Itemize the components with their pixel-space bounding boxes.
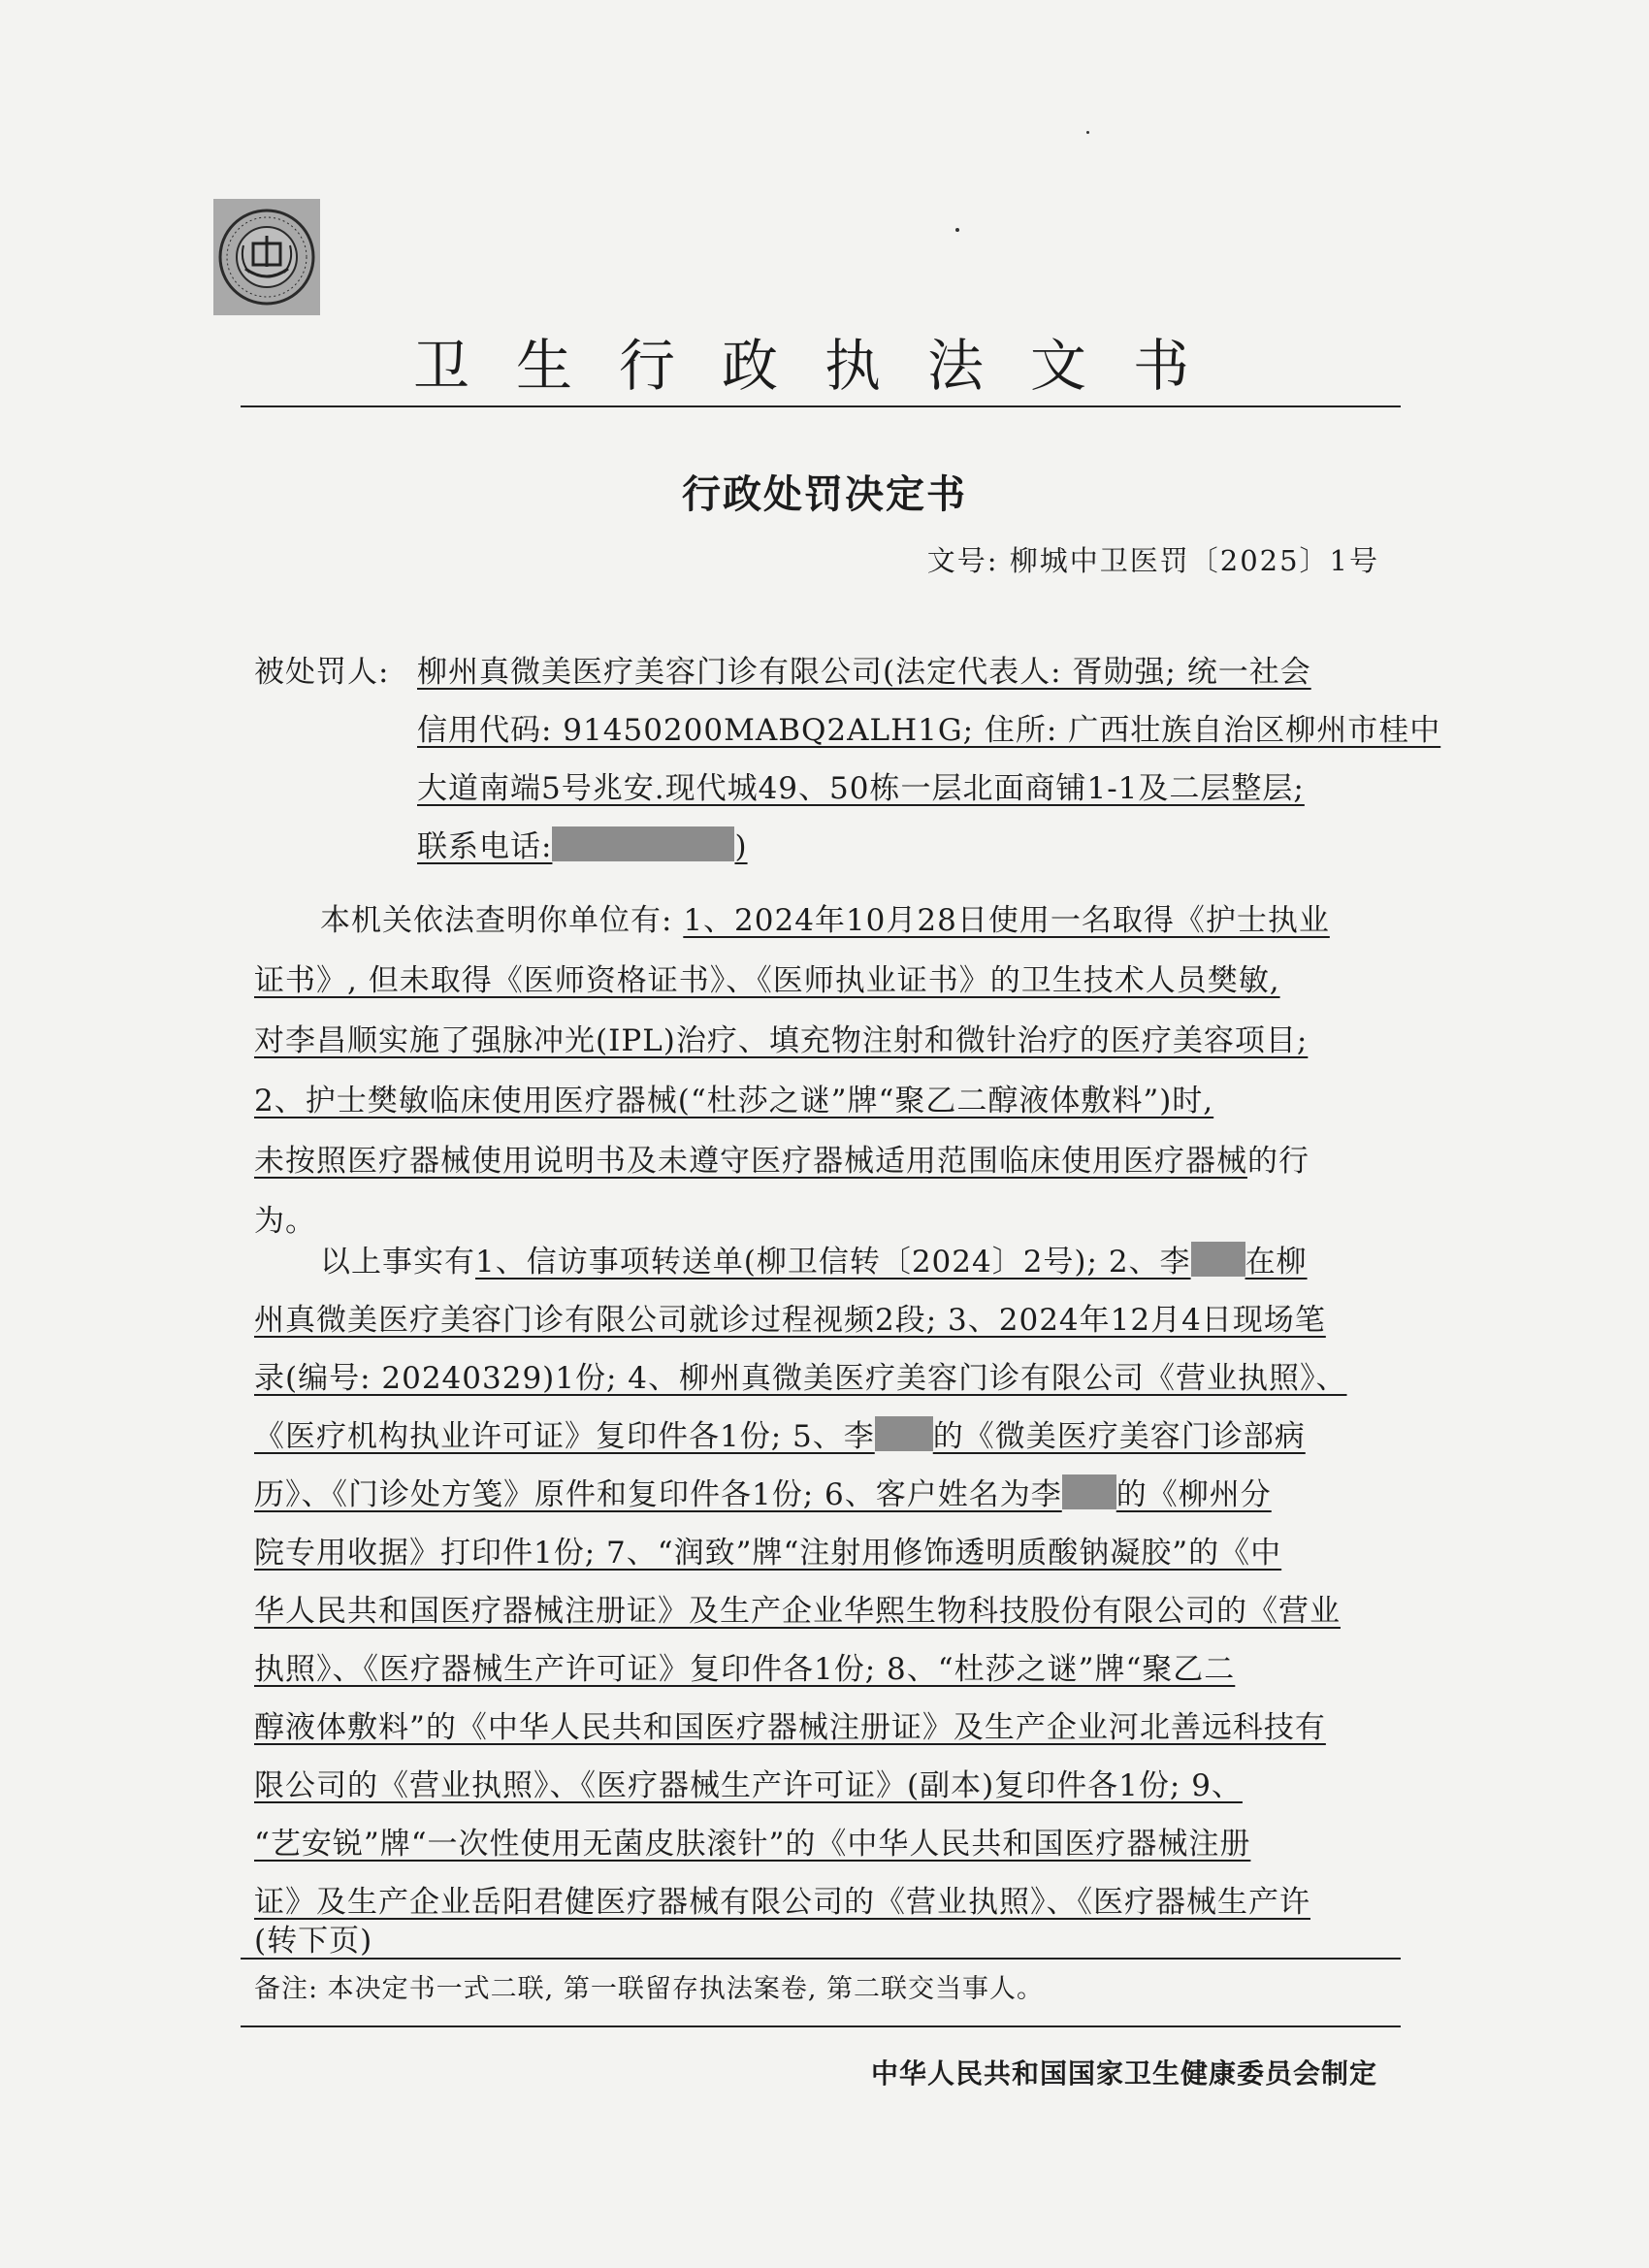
document-type-heading: 卫生行政执法文书 xyxy=(412,333,1236,399)
evidence-line xyxy=(254,1416,1306,1457)
seal-emblem xyxy=(213,199,320,315)
findings-text: 的行 xyxy=(1247,1144,1310,1179)
findings-line: 2、护士樊敏临床使用医疗器械(“杜莎之谜”牌“聚乙二醇液体敷料”)时, xyxy=(254,1084,1214,1118)
party-line: 大道南端5号兆安.现代城49、50栋一层北面商铺1-1及二层整层; xyxy=(417,771,1305,806)
party-phone-line xyxy=(417,826,748,867)
redacted-name xyxy=(1191,1242,1245,1277)
evidence-line: “艺安锐”牌“一次性使用无菌皮肤滚针”的《中华人民共和国医疗器械注册 xyxy=(254,1827,1251,1862)
evidence-line: 限公司的《营业执照》、《医疗器械生产许可证》(副本)复印件各1份; 9、 xyxy=(254,1768,1243,1803)
evidence-text: 1、信访事项转送单(柳卫信转〔2024〕2号); 2、李 xyxy=(475,1245,1191,1280)
header-rule xyxy=(241,405,1401,407)
footer-note: 备注: 本决定书一式二联, 第一联留存执法案卷, 第二联交当事人。 xyxy=(254,1974,1045,2004)
findings-line: 证书》, 但未取得《医师资格证书》、《医师执业证书》的卫生技术人员樊敏, xyxy=(254,963,1280,998)
findings-text: 未按照医疗器械使用说明书及未遵守医疗器械适用范围临床使用医疗器械 xyxy=(254,1144,1247,1179)
evidence-line: 州真微美医疗美容门诊有限公司就诊过程视频2段; 3、2024年12月4日现场笔 xyxy=(254,1303,1326,1338)
evidence-text: 历》、《门诊处方笺》原件和复印件各1份; 6、客户姓名为李 xyxy=(254,1477,1062,1512)
findings-line: 为。 xyxy=(254,1204,316,1239)
party-line: 信用代码: 91450200MABQ2ALH1G; 住所: 广西壮族自治区柳州市桂中 xyxy=(417,713,1441,748)
party-label: 被处罚人: xyxy=(254,655,390,690)
scan-speck xyxy=(955,228,959,232)
evidence-lead: 以上事实有 xyxy=(320,1245,475,1280)
footer-rule-bottom xyxy=(241,2025,1401,2027)
document-title: 行政处罚决定书 xyxy=(682,472,967,517)
redacted-name xyxy=(875,1416,933,1451)
findings-text: 1、2024年10月28日使用一名取得《护士执业 xyxy=(683,903,1330,938)
evidence-text: 在柳 xyxy=(1245,1245,1308,1280)
evidence-line: 录(编号: 20240329)1份; 4、柳州真微美医疗美容门诊有限公司《营业执照》、 xyxy=(254,1361,1347,1396)
evidence-line-1 xyxy=(320,1242,1308,1282)
footer-rule-top xyxy=(241,1958,1401,1960)
findings-line-1 xyxy=(320,900,1330,941)
issuer-line: 中华人民共和国国家卫生健康委员会制定 xyxy=(870,2057,1377,2090)
phone-close-paren: ) xyxy=(734,829,748,864)
evidence-text: 的《柳州分 xyxy=(1116,1477,1272,1512)
evidence-text: 的《微美医疗美容门诊部病 xyxy=(932,1419,1306,1454)
evidence-line: 华人民共和国医疗器械注册证》及生产企业华熙生物科技股份有限公司的《营业 xyxy=(254,1594,1341,1629)
phone-label: 联系电话: xyxy=(417,829,553,864)
health-inspection-emblem-icon xyxy=(216,207,317,308)
findings-line: 对李昌顺实施了强脉冲光(IPL)治疗、填充物注射和微针治疗的医疗美容项目; xyxy=(254,1023,1309,1058)
findings-lead: 本机关依法查明你单位有: xyxy=(320,903,684,938)
evidence-text: 《医疗机构执业许可证》复印件各1份; 5、李 xyxy=(254,1419,875,1454)
party-line: 柳州真微美医疗美容门诊有限公司(法定代表人: 胥勋强; 统一社会 xyxy=(417,655,1311,690)
redacted-phone xyxy=(552,826,734,861)
evidence-line: 醇液体敷料”的《中华人民共和国医疗器械注册证》及生产企业河北善远科技有 xyxy=(254,1710,1326,1745)
evidence-line xyxy=(254,1474,1272,1515)
continued-marker: (转下页) xyxy=(254,1924,373,1959)
evidence-line: 院专用收据》打印件1份; 7、“润致”牌“注射用修饰透明质酸钠凝胶”的《中 xyxy=(254,1536,1282,1571)
document-number: 文号: 柳城中卫医罚〔2025〕1号 xyxy=(926,544,1379,577)
redacted-name xyxy=(1062,1474,1116,1509)
findings-line xyxy=(254,1141,1310,1182)
scan-speck xyxy=(1086,131,1089,134)
evidence-line: 执照》、《医疗器械生产许可证》复印件各1份; 8、“杜莎之谜”牌“聚乙二 xyxy=(254,1652,1236,1687)
evidence-line: 证》及生产企业岳阳君健医疗器械有限公司的《营业执照》、《医疗器械生产许 xyxy=(254,1885,1310,1920)
